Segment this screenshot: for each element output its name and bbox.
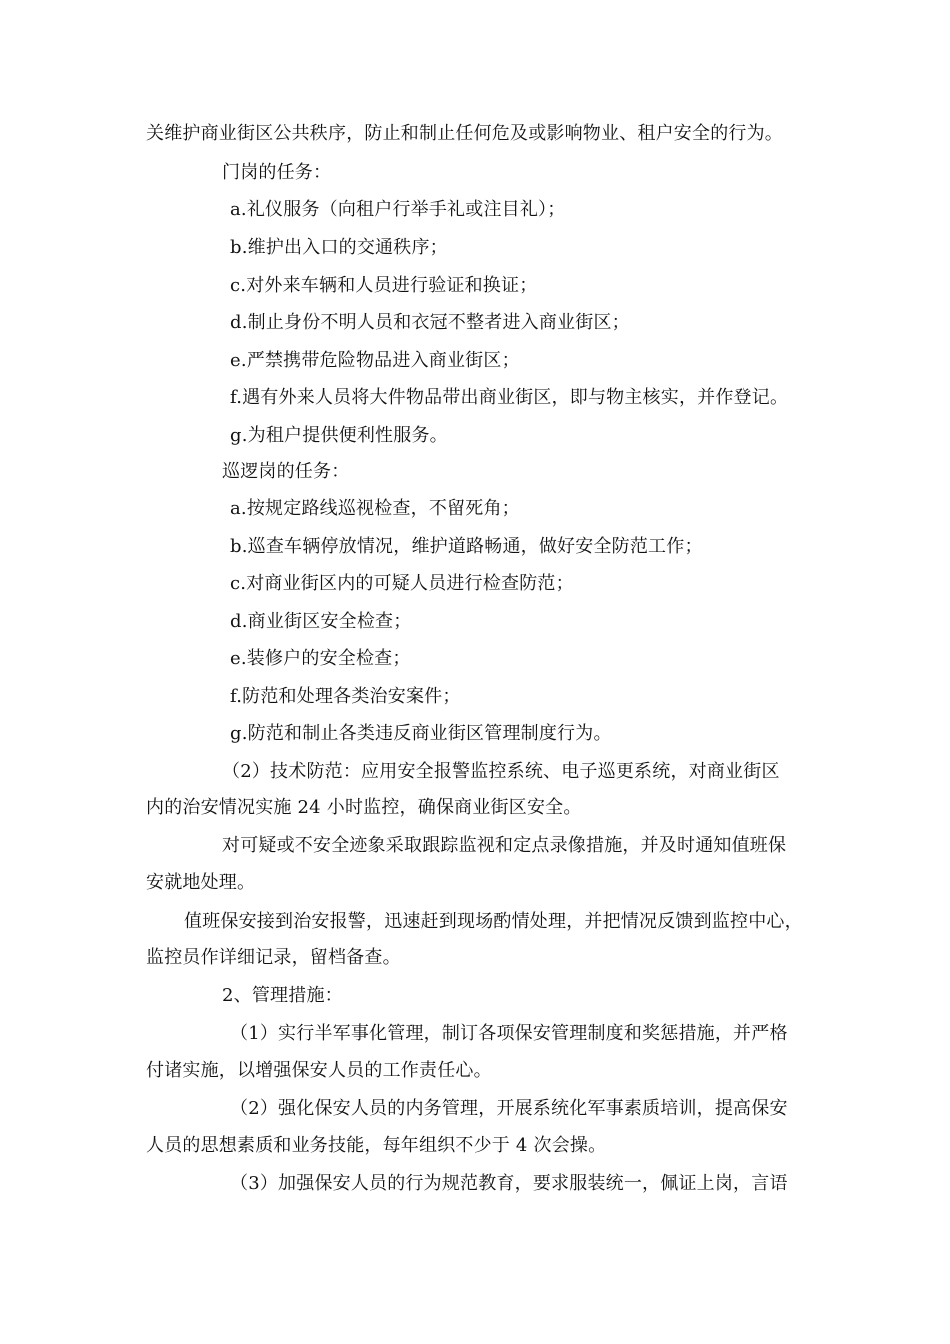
list-item: a.按规定路线巡视检查，不留死角； bbox=[230, 498, 520, 519]
text-line: 付诸实施，以增强保安人员的工作责任心。 bbox=[146, 1060, 492, 1081]
list-item: f.防范和处理各类治安案件； bbox=[230, 686, 461, 707]
list-item: e.装修户的安全检查； bbox=[230, 648, 411, 669]
list-item: g.为租户提供便利性服务。 bbox=[230, 425, 448, 446]
text-line: 人员的思想素质和业务技能，每年组织不少于 4 次会操。 bbox=[146, 1135, 607, 1156]
list-item: d.制止身份不明人员和衣冠不整者进入商业街区； bbox=[230, 312, 630, 333]
list-item: c.对商业街区内的可疑人员进行检查防范； bbox=[230, 573, 574, 594]
text-line: （1）实行半军事化管理，制订各项保安管理制度和奖惩措施，并严格 bbox=[230, 1023, 788, 1044]
text-line: 关维护商业街区公共秩序，防止和制止任何危及或影响物业、租户安全的行为。 bbox=[146, 123, 783, 144]
list-item: d.商业街区安全检查； bbox=[230, 611, 412, 632]
section-heading: 2、管理措施： bbox=[222, 985, 343, 1006]
list-item: b.巡查车辆停放情况，维护道路畅通，做好安全防范工作； bbox=[230, 536, 703, 557]
subheading: 门岗的任务： bbox=[222, 162, 332, 183]
text-line: （2）强化保安人员的内务管理，开展系统化军事素质培训，提高保安 bbox=[230, 1098, 788, 1119]
text-line: 内的治安情况实施 24 小时监控，确保商业街区安全。 bbox=[146, 797, 582, 818]
list-item: f.遇有外来人员将大件物品带出商业街区，即与物主核实，并作登记。 bbox=[230, 387, 789, 408]
list-item: c.对外来车辆和人员进行验证和换证； bbox=[230, 275, 538, 296]
list-item: b.维护出入口的交通秩序； bbox=[230, 237, 448, 258]
text-line: （2）技术防范：应用安全报警监控系统、电子巡更系统，对商业街区 bbox=[222, 761, 780, 782]
text-line: 对可疑或不安全迹象采取跟踪监视和定点录像措施，并及时通知值班保 bbox=[222, 835, 787, 856]
text-line: （3）加强保安人员的行为规范教育，要求服装统一，佩证上岗，言语 bbox=[230, 1173, 788, 1194]
text-line: 监控员作详细记录，留档备查。 bbox=[146, 947, 401, 968]
list-item: a.礼仪服务（向租户行举手礼或注目礼）； bbox=[230, 199, 566, 220]
text-line: 安就地处理。 bbox=[146, 872, 256, 893]
subheading: 巡逻岗的任务： bbox=[222, 461, 350, 482]
list-item: e.严禁携带危险物品进入商业街区； bbox=[230, 350, 520, 371]
list-item: g.防范和制止各类违反商业街区管理制度行为。 bbox=[230, 723, 612, 744]
text-line: 值班保安接到治安报警，迅速赶到现场酌情处理，并把情况反馈到监控中心， bbox=[184, 911, 803, 932]
